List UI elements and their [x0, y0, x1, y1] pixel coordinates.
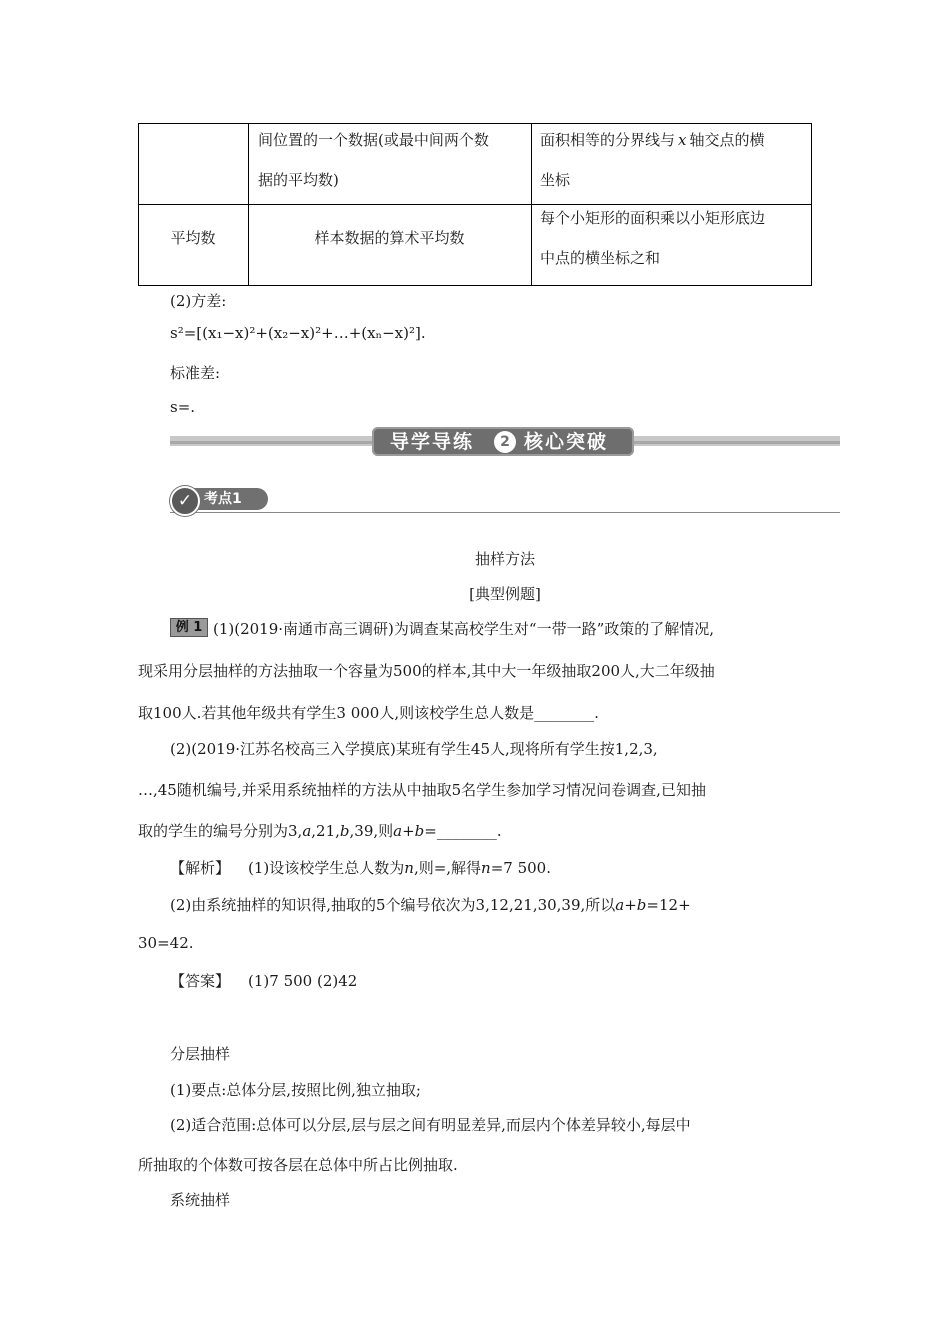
example-p1-line3: 取100人.若其他年级共有学生3 000人,则该校学生总人数是________.	[138, 704, 599, 722]
example-p2-line3	[138, 820, 502, 841]
banner-left-text: 导学导练	[390, 431, 475, 453]
stratified-point-2-line1: (2)适合范围:总体可以分层,层与层之间有明显差异,而层内个体差异较小,每层中	[170, 1116, 691, 1134]
text: ,则=,解得	[413, 859, 482, 877]
check-icon: ✓	[170, 486, 200, 516]
var-a-plus-b: a+b	[393, 822, 425, 840]
text: (2)由系统抽样的知识得,抽取的5个编号依次为3,12,21,30,39,所以	[170, 896, 616, 914]
table-cell-r1c3-line1	[540, 120, 765, 160]
var-n: n	[481, 859, 491, 877]
section-title: 抽样方法	[474, 550, 535, 568]
text: =________.	[424, 822, 502, 840]
systematic-title: 系统抽样	[170, 1191, 231, 1209]
answer-value: (1)7 500 (2)42	[248, 972, 358, 990]
analysis-line3: 30=42.	[138, 934, 194, 952]
std-label: 标准差:	[170, 364, 221, 382]
variance-formula: s²=[(x₁−x)²+(x₂−x)²+…+(xₙ−x)²].	[170, 324, 426, 342]
var-b: b	[339, 822, 350, 840]
table-cell-r2c2: 样本数据的算术平均数	[314, 229, 465, 247]
var-x: x	[678, 131, 687, 149]
table-cell-r2c3-line1: 每个小矩形的面积乘以小矩形底边	[540, 209, 766, 227]
example-p2-line1: (2)(2019·江苏名校高三入学摸底)某班有学生45人,现将所有学生按1,2,3,	[170, 740, 658, 758]
answer-label: 【答案】	[170, 972, 231, 990]
answer-line	[170, 970, 357, 991]
text: ,21,	[311, 822, 340, 840]
stratified-point-1: (1)要点:总体分层,按照比例,独立抽取;	[170, 1081, 421, 1099]
var-a: a	[302, 822, 312, 840]
analysis-line2	[170, 894, 691, 915]
variance-label: (2)方差:	[170, 292, 227, 310]
table-cell-r1c2-line1: 间位置的一个数据(或最中间两个数	[258, 131, 489, 149]
analysis-line1	[170, 857, 551, 878]
text: =12+	[646, 896, 691, 914]
example-p2-line2: …,45随机编号,并采用系统抽样的方法从中抽取5名学生参加学习情况问卷调查,已知抽	[138, 781, 706, 799]
stratified-point-2-line2: 所抽取的个体数可按各层在总体中所占比例抽取.	[138, 1156, 458, 1174]
table-text: 轴交点的横	[689, 131, 765, 149]
text: 取的学生的编号分别为3,	[138, 822, 303, 840]
example-p1-line2: 现采用分层抽样的方法抽取一个容量为500的样本,其中大一年级抽取200人,大二年级抽	[138, 662, 715, 680]
banner-number-icon: 2	[494, 431, 516, 453]
kaodian-rule	[170, 512, 840, 513]
banner-right-text: 核心突破	[524, 431, 609, 453]
statistics-table	[138, 123, 812, 286]
subsection-title: [典型例题]	[469, 585, 541, 603]
std-formula: s=.	[170, 398, 196, 416]
table-cell-r1c2-line2: 据的平均数)	[258, 171, 339, 189]
stratified-title: 分层抽样	[170, 1045, 231, 1063]
example-badge: 例 1	[170, 618, 208, 637]
var-a-plus-b: a+b	[615, 896, 647, 914]
analysis-label: 【解析】	[170, 859, 231, 877]
table-text: 面积相等的分界线与	[540, 131, 676, 149]
table-cell-r1c3-line2: 坐标	[540, 171, 571, 189]
text: =7 500.	[490, 859, 551, 877]
table-cell-r2c3-line2: 中点的横坐标之和	[540, 249, 661, 267]
kaodian-label: 考点1	[204, 491, 242, 507]
example-p1-line1: (1)(2019·南通市高三调研)为调查某高校学生对“一带一路”政策的了解情况,	[213, 620, 715, 638]
table-cell-r2c1: 平均数	[170, 229, 216, 247]
text: (1)设该校学生总人数为	[248, 859, 405, 877]
var-n: n	[404, 859, 414, 877]
text: ,39,则	[349, 822, 394, 840]
